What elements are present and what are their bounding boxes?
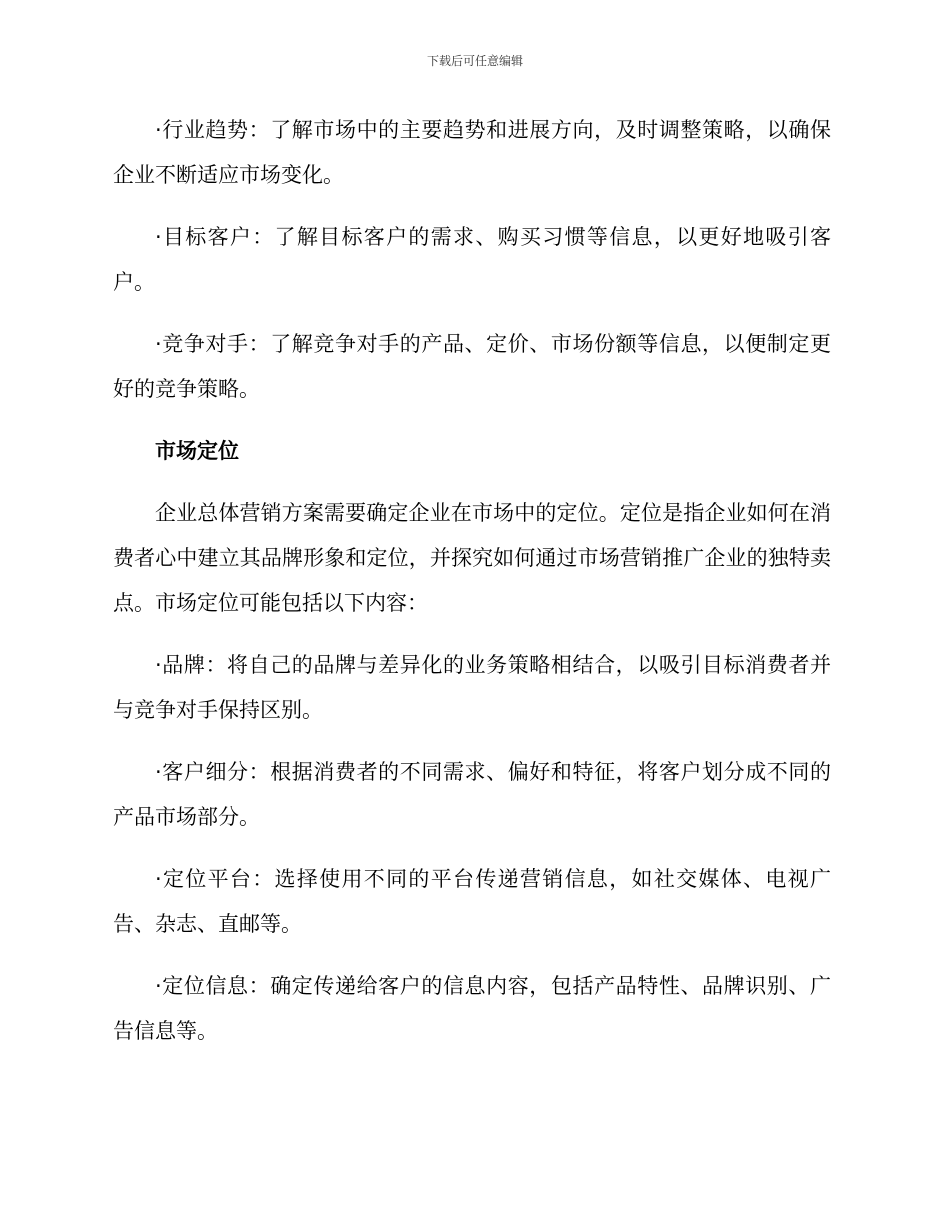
paragraph-industry-trend: ·行业趋势：了解市场中的主要趋势和进展方向，及时调整策略，以确保企业不断适应市场变化。 [113,118,831,187]
paragraph-customer-segmentation: ·客户细分：根据消费者的不同需求、偏好和特征，将客户划分成不同的产品市场部分。 [113,760,831,829]
document-body [113,108,831,1071]
paragraph-positioning-platform: ·定位平台：选择使用不同的平台传递营销信息，如社交媒体、电视广告、杂志、直邮等。 [113,867,831,936]
paragraph-target-customer: ·目标客户：了解目标客户的需求、购买习惯等信息，以更好地吸引客户。 [113,225,831,294]
section-heading-market-positioning: 市场定位 [155,439,239,463]
paragraph-brand: ·品牌：将自己的品牌与差异化的业务策略相结合，以吸引目标消费者并与竞争对手保持区别。 [113,653,831,722]
page-header: 下载后可任意编辑 [426,54,523,68]
paragraph-positioning-message: ·定位信息：确定传递给客户的信息内容，包括产品特性、品牌识别、广告信息等。 [113,974,831,1043]
paragraph-competitor: ·竞争对手：了解竞争对手的产品、定价、市场份额等信息，以便制定更好的竞争策略。 [113,332,831,401]
paragraph-positioning-intro: 企业总体营销方案需要确定企业在市场中的定位。定位是指企业如何在消费者心中建立其品牌形象和定位，并探究如何通过市场营销推广企业的独特卖点。市场定位可能包括以下内容： [113,501,831,615]
